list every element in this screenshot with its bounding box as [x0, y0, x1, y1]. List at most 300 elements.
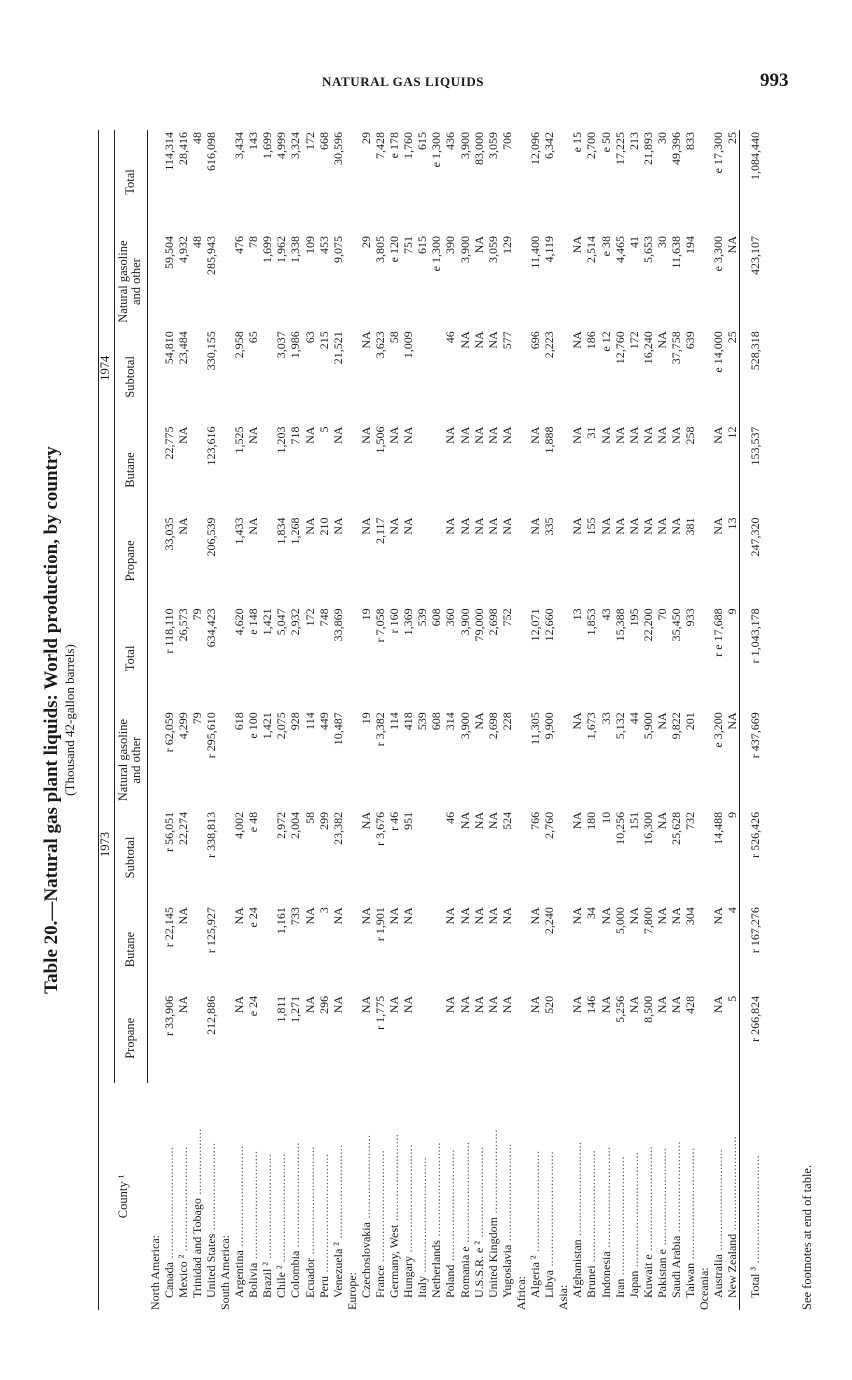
cell-value: 608	[429, 608, 444, 627]
cell-value: NA	[654, 517, 669, 535]
row-label: Japan	[626, 1270, 641, 1298]
cell-value: 35,450	[668, 608, 683, 642]
cell-value: 151	[626, 811, 641, 830]
cell-value: 172	[626, 331, 641, 350]
region-row	[556, 130, 570, 1310]
cell-value: NA	[570, 331, 585, 349]
cell-value: 58	[302, 811, 317, 824]
cell-value: 186	[584, 331, 599, 350]
cell-value: 951	[401, 811, 416, 830]
cell-value: 1,962	[274, 235, 289, 263]
leader-dots: ...............................	[748, 1154, 763, 1267]
region-label	[514, 1083, 528, 1310]
leader-dots: ........................	[485, 1129, 500, 1217]
cell-value	[415, 425, 429, 516]
table-row	[486, 130, 500, 1310]
table-row	[232, 130, 246, 1310]
cell-value: 25	[725, 130, 740, 234]
cell-value: 7,428	[373, 132, 387, 159]
production-table	[98, 130, 763, 1310]
column-header: Butane	[115, 905, 148, 994]
column-header: Total	[115, 606, 148, 710]
cell-value: e 14,000	[711, 331, 726, 373]
leader-dots: ..............................	[260, 1153, 275, 1263]
leader-dots: ...............................	[246, 1150, 261, 1263]
column-header: Subtotal	[115, 329, 148, 424]
country-label	[317, 1083, 331, 1310]
cell-value: 9	[725, 606, 740, 710]
table-row	[613, 130, 627, 1310]
cell-value: 4,465	[612, 235, 627, 263]
cell-value: 4,999	[274, 132, 289, 159]
cell-value	[556, 234, 570, 329]
row-label: North America:	[147, 1235, 162, 1310]
cell-value: 1,421	[260, 712, 275, 740]
leader-dots: ...............................	[302, 1146, 317, 1259]
table-row	[260, 130, 274, 1310]
cell-value: NA	[485, 907, 500, 925]
cell-value	[260, 810, 274, 905]
cell-value: 1,699	[260, 235, 275, 263]
row-label: Argentina	[232, 1250, 247, 1298]
cell-value: 1,009	[401, 331, 416, 359]
table-row	[584, 130, 598, 1310]
cell-value: r 266,824	[748, 995, 763, 1042]
cell-value: 65	[246, 331, 261, 344]
table-row	[641, 130, 655, 1310]
cell-value: 2,760	[542, 811, 557, 839]
cell-value	[514, 329, 528, 424]
cell-value: NA	[175, 426, 190, 444]
cell-value	[260, 329, 274, 424]
cell-value: 16,240	[640, 331, 655, 365]
cell-value	[218, 425, 232, 516]
cell-value	[218, 606, 232, 710]
row-label: Pakistan e	[654, 1249, 669, 1298]
leader-dots: ..........................	[668, 1141, 683, 1236]
cell-value: 733	[288, 907, 303, 926]
cell-value: 247,320	[748, 517, 763, 557]
table-row	[655, 130, 669, 1310]
cell-value: 78	[246, 235, 261, 248]
region-label	[218, 1083, 232, 1310]
region-row	[345, 130, 359, 1310]
cell-value: 1,834	[274, 517, 289, 545]
cell-value	[190, 329, 204, 424]
table-subtitle: (Thousand 42-gallon barrels)	[62, 644, 77, 796]
country-label	[176, 1083, 190, 1310]
row-label: Ecuador	[302, 1258, 317, 1298]
cell-value: NA	[711, 995, 726, 1014]
leader-dots: ................................	[683, 1147, 698, 1263]
cell-value: 304	[683, 907, 698, 926]
cell-value: 228	[499, 712, 514, 731]
cell-value	[190, 425, 204, 516]
cell-value: 37,758	[668, 331, 683, 365]
cell-value: 833	[683, 132, 698, 150]
cell-value	[697, 130, 711, 234]
cell-value: 2,932	[288, 608, 303, 636]
running-head-title: NATURAL GAS LIQUIDS	[322, 74, 485, 89]
cell-value	[429, 905, 443, 994]
table-row	[204, 130, 218, 1310]
cell-value	[514, 515, 528, 606]
row-label: Algeria ²	[528, 1255, 543, 1298]
cell-value: 194	[683, 235, 698, 254]
cell-value	[218, 810, 232, 905]
country-label	[542, 1083, 556, 1310]
cell-value: NA	[246, 426, 261, 444]
cell-value: 314	[443, 712, 458, 731]
cell-value: 28,416	[175, 132, 190, 165]
table-row	[176, 130, 190, 1310]
cell-value: 1,506	[373, 426, 387, 454]
cell-value: r 1,043,178	[748, 608, 763, 664]
country-label	[725, 1083, 740, 1310]
row-label: Trinidad and Tobago	[189, 1198, 204, 1298]
table-row	[162, 130, 176, 1310]
row-label: Afghanistan	[570, 1239, 585, 1298]
row-label: Libya	[542, 1270, 557, 1298]
cell-value: 748	[316, 608, 331, 627]
cell-value: NA	[725, 710, 740, 810]
cell-value: e 100	[246, 712, 261, 739]
leader-dots: .................................	[542, 1151, 557, 1270]
cell-value: NA	[499, 995, 514, 1014]
cell-value: r 56,051	[161, 811, 176, 852]
cell-value: 70	[654, 608, 669, 621]
cell-value: 4,299	[175, 712, 190, 740]
cell-value: 5,653	[640, 235, 655, 263]
table-row	[669, 130, 683, 1310]
cell-value: NA	[528, 995, 543, 1014]
cell-value: 12,071	[528, 608, 543, 642]
cell-value: 172	[302, 132, 317, 150]
cell-value	[218, 130, 232, 234]
cell-value: 9,822	[668, 712, 683, 740]
cell-value: NA	[528, 426, 543, 444]
cell-value: 180	[584, 811, 599, 830]
cell-value	[218, 234, 232, 329]
cell-value: 1,699	[260, 132, 275, 159]
cell-value: 44	[626, 712, 641, 725]
cell-value: 213	[626, 132, 641, 150]
leader-dots: .................................	[626, 1151, 641, 1271]
row-label: Total ³	[748, 1266, 763, 1298]
year-1973-header: 1973	[99, 606, 115, 1082]
table-row	[472, 130, 486, 1310]
table-row	[683, 130, 697, 1310]
leader-dots: ...................	[189, 1128, 204, 1199]
cell-value: NA	[302, 426, 317, 444]
cell-value	[556, 710, 570, 810]
cell-value: 539	[415, 712, 430, 731]
cell-value: 41	[626, 235, 641, 248]
country-label	[528, 1083, 542, 1310]
cell-value: 30,596	[330, 132, 345, 165]
cell-value: 16,300	[640, 811, 655, 845]
cell-value: r 118,110	[161, 608, 176, 654]
cell-value	[697, 606, 711, 710]
row-label: Peru	[316, 1276, 331, 1298]
cell-value: 63	[302, 331, 317, 344]
row-label: South America:	[217, 1235, 232, 1310]
cell-value	[218, 329, 232, 424]
table-row	[627, 130, 641, 1310]
cell-value: 330,155	[203, 331, 218, 371]
cell-value: 49,396	[668, 132, 683, 165]
cell-value	[697, 994, 711, 1083]
cell-value: NA	[471, 331, 486, 349]
table-row	[373, 130, 387, 1310]
cell-value: r 7,058	[373, 608, 387, 643]
table-row	[190, 130, 204, 1310]
cell-value: r 526,426	[748, 811, 763, 858]
column-header: Natural gasoline and other	[115, 234, 148, 329]
cell-value	[345, 234, 359, 329]
cell-value: NA	[711, 426, 726, 444]
cell-value: 12,096	[528, 132, 543, 165]
cell-value: 476	[232, 235, 247, 254]
cell-value: NA	[401, 426, 416, 444]
cell-value: 46	[443, 331, 458, 344]
table-row	[331, 130, 345, 1310]
cell-value: 114	[302, 712, 317, 730]
leader-dots: ...............................	[401, 1144, 416, 1256]
cell-value: NA	[457, 426, 472, 444]
table-row	[317, 130, 331, 1310]
column-header: Subtotal	[115, 810, 148, 905]
cell-value: 3	[316, 907, 331, 914]
cell-value: 21,893	[640, 132, 655, 165]
cell-value	[345, 606, 359, 710]
row-label: Oceania:	[697, 1267, 712, 1310]
cell-value: 11,638	[668, 235, 683, 269]
cell-value: 12,660	[542, 608, 557, 642]
cell-value: 1,421	[260, 608, 275, 636]
table-row	[401, 130, 415, 1310]
cell-value: NA	[711, 907, 726, 925]
cell-value	[260, 994, 274, 1083]
cell-value: NA	[358, 517, 373, 535]
cell-value	[697, 515, 711, 606]
cell-value: NA	[232, 907, 247, 925]
cell-value	[260, 515, 274, 606]
cell-value: r 62,059	[161, 712, 176, 753]
total-row	[740, 130, 763, 1310]
row-label: Europe:	[344, 1272, 359, 1310]
cell-value: NA	[654, 995, 669, 1014]
cell-value: NA	[246, 517, 261, 535]
cell-value	[148, 130, 162, 234]
cell-value: e 24	[246, 995, 261, 1017]
cell-value: NA	[570, 995, 585, 1014]
cell-value: 11,305	[528, 712, 543, 745]
cell-value	[260, 425, 274, 516]
cell-value: 3,900	[457, 132, 472, 159]
cell-value: e 1,300	[429, 235, 444, 272]
cell-value	[190, 905, 204, 994]
cell-value: 2,117	[373, 517, 387, 544]
table-row	[711, 130, 725, 1310]
cell-value: 1,986	[288, 331, 303, 359]
cell-value: e 48	[246, 811, 261, 833]
cell-value: NA	[725, 234, 740, 329]
table-row	[429, 130, 443, 1310]
cell-value: NA	[401, 995, 416, 1014]
cell-value: NA	[570, 907, 585, 925]
cell-value: 3,623	[373, 331, 387, 359]
cell-value	[190, 810, 204, 905]
region-label	[697, 1083, 711, 1310]
region-row	[148, 130, 162, 1310]
cell-value: 2,075	[274, 712, 289, 740]
table-row	[288, 130, 302, 1310]
cell-value: 453	[316, 235, 331, 254]
cell-value: NA	[401, 517, 416, 535]
cell-value: 22,274	[175, 811, 190, 845]
leader-dots: ................................	[443, 1149, 458, 1265]
cell-value: NA	[654, 426, 669, 444]
cell-value: NA	[598, 517, 613, 535]
cell-value: NA	[570, 426, 585, 444]
cell-value: NA	[626, 995, 641, 1014]
cell-value: 258	[683, 426, 698, 445]
row-label: Brunei	[584, 1265, 599, 1298]
country-label	[613, 1083, 627, 1310]
country-label	[359, 1083, 373, 1310]
cell-value: NA	[640, 517, 655, 535]
country-label	[429, 1083, 443, 1310]
cell-value: 10,256	[612, 811, 627, 845]
leader-dots: ...............................	[274, 1153, 289, 1266]
table-row	[443, 130, 457, 1310]
cell-value: NA	[457, 907, 472, 925]
cell-value: 10	[598, 811, 613, 824]
cell-value	[556, 994, 570, 1083]
cell-value	[697, 810, 711, 905]
cell-value: NA	[387, 907, 402, 925]
cell-value: NA	[711, 517, 726, 535]
cell-value: 4,620	[232, 608, 247, 636]
cell-value	[345, 810, 359, 905]
cell-value: NA	[302, 517, 317, 535]
leader-dots: ............................	[499, 1143, 514, 1245]
rotated-table-page	[40, 130, 840, 1310]
cell-value: NA	[612, 517, 627, 535]
cell-value: e 50	[598, 132, 613, 153]
column-header: Propane	[115, 994, 148, 1083]
cell-value	[514, 130, 528, 234]
cell-value: e 3,300	[711, 235, 726, 272]
cell-value: NA	[457, 517, 472, 535]
country-label	[472, 1083, 486, 1310]
country-label	[288, 1083, 302, 1310]
cell-value: r 33,906	[161, 995, 176, 1036]
leader-dots: ...........................	[330, 1144, 345, 1243]
cell-value: NA	[358, 426, 373, 444]
cell-value: 539	[415, 608, 430, 627]
cell-value: NA	[387, 426, 402, 444]
cell-value	[345, 515, 359, 606]
cell-value: 14,488	[711, 811, 726, 845]
cell-value: 155	[584, 517, 599, 536]
country-label	[232, 1083, 246, 1310]
cell-value: 1,760	[401, 132, 416, 159]
cell-value: 109	[302, 235, 317, 254]
cell-value: NA	[401, 907, 416, 925]
cell-value	[556, 810, 570, 905]
cell-value: NA	[358, 331, 373, 349]
cell-value: 418	[401, 712, 416, 731]
cell-value: e 1,300	[429, 132, 444, 168]
cell-value: 520	[542, 995, 557, 1014]
cell-value: 79	[189, 608, 204, 621]
cell-value	[345, 130, 359, 234]
row-label: Brazil ²	[260, 1262, 275, 1298]
cell-value: NA	[654, 907, 669, 925]
cell-value: NA	[471, 907, 486, 925]
cell-value	[415, 329, 429, 424]
cell-value: NA	[654, 712, 669, 730]
table-row	[570, 130, 584, 1310]
cell-value: e 178	[387, 132, 402, 159]
cell-value	[148, 425, 162, 516]
table-row	[725, 130, 740, 1310]
cell-value	[556, 606, 570, 710]
cell-value: 58	[387, 331, 402, 344]
cell-value: 212,886	[203, 995, 218, 1035]
cell-value: r 295,610	[203, 712, 218, 759]
cell-value: NA	[499, 907, 514, 925]
cell-value: 766	[528, 811, 543, 830]
cell-value: 2,700	[584, 132, 599, 159]
cell-value: NA	[528, 517, 543, 535]
cell-value: 1,888	[542, 426, 557, 454]
row-label: Hungary	[401, 1256, 416, 1298]
cell-value: NA	[485, 517, 500, 535]
cell-value: 1,525	[232, 426, 247, 454]
row-label: Chile ²	[274, 1265, 289, 1298]
leader-dots: .........................	[203, 1142, 218, 1234]
cell-value	[514, 810, 528, 905]
cell-value	[697, 905, 711, 994]
row-label: Taiwan	[683, 1262, 698, 1298]
cell-value: NA	[471, 995, 486, 1014]
table-row	[359, 130, 373, 1310]
cell-value: e 12	[598, 331, 613, 352]
table-row	[599, 130, 613, 1310]
cell-value: NA	[626, 517, 641, 535]
page-number: 993	[760, 70, 789, 91]
row-label: Colombia	[288, 1250, 303, 1298]
cell-value	[514, 710, 528, 810]
country-label	[683, 1083, 697, 1310]
cell-value	[148, 606, 162, 710]
cell-value: 34	[584, 907, 599, 920]
cell-value	[514, 905, 528, 994]
country-header: County ¹	[99, 1083, 148, 1310]
cell-value	[415, 810, 429, 905]
cell-value: 19	[358, 608, 373, 621]
cell-value: NA	[570, 235, 585, 254]
cell-value: 31	[584, 426, 599, 439]
cell-value	[148, 515, 162, 606]
cell-value: 1,161	[274, 907, 289, 935]
cell-value: r 22,145	[161, 907, 176, 948]
cell-value: 5,256	[612, 995, 627, 1023]
cell-value: 296	[316, 995, 331, 1014]
